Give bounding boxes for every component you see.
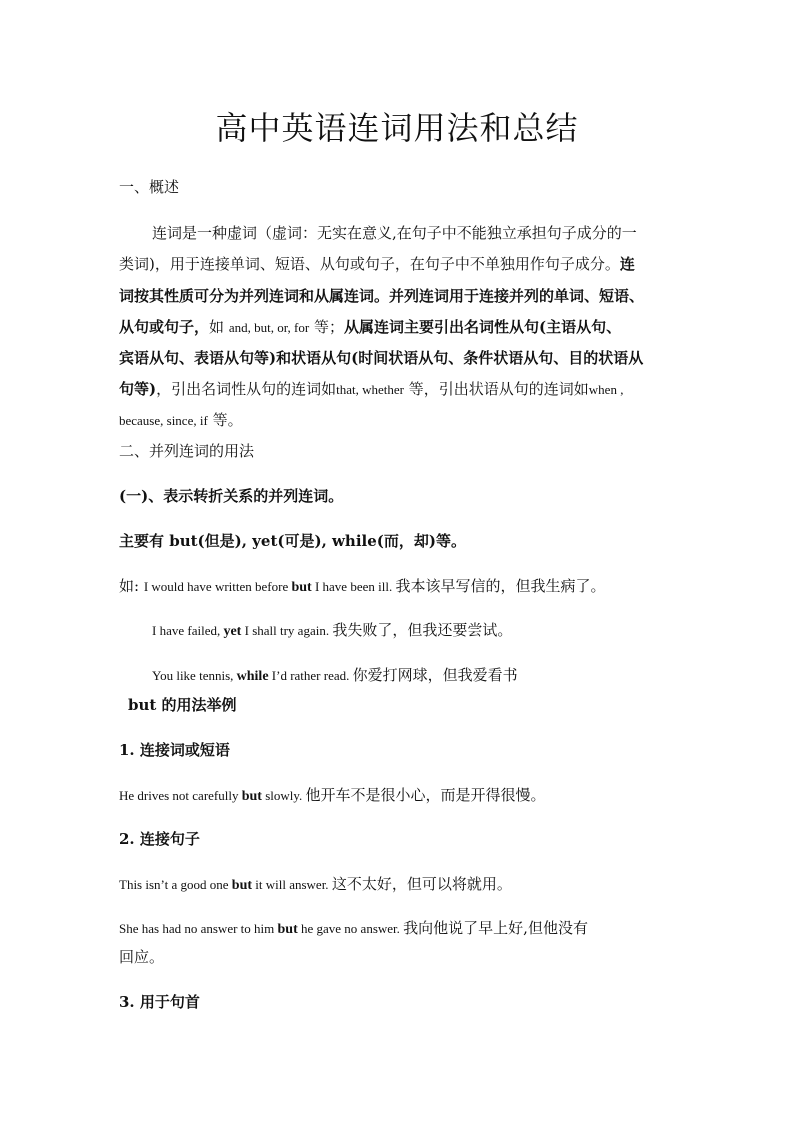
- intro-text-bold: 句等): [119, 380, 157, 398]
- example-english: slowly.: [261, 788, 306, 803]
- example-english: it will answer.: [252, 877, 332, 892]
- example-english: She has had no answer to him: [119, 921, 278, 936]
- example-translation: 我本该早写信的，但我生病了。: [395, 577, 606, 595]
- intro-text-bold: 从句或句子，: [119, 318, 210, 336]
- example-translation: 你爱打网球，但我爱看书: [352, 666, 518, 684]
- intro-english-words: when ,: [588, 382, 624, 397]
- example-translation: 这不太好，但可以将就用。: [331, 875, 512, 893]
- example-sentence-1: [119, 575, 605, 599]
- intro-text: 等；: [313, 318, 344, 336]
- example-keyword: but: [291, 580, 312, 595]
- example-translation: 我向他说了早上好,但他没有: [403, 919, 588, 937]
- section-heading-coordinating: 二、并列连词的用法: [119, 442, 255, 460]
- example-english: I have failed,: [152, 623, 224, 638]
- intro-line-2: [119, 253, 635, 275]
- intro-line-3: 词按其性质可分为并列连词和从属连词。并列连词用于连接并列的单词、短语、: [119, 287, 645, 305]
- intro-text: 如: [209, 318, 225, 336]
- example-english: I would have written before: [143, 579, 292, 594]
- intro-text-bold: 连: [619, 255, 635, 273]
- example-translation: 他开车不是很小心，而是开得很慢。: [305, 786, 546, 804]
- example-english: I’d rather read.: [268, 668, 353, 683]
- example-keyword: but: [231, 878, 253, 893]
- section-heading-overview: 一、概述: [119, 178, 180, 196]
- intro-english-words: and, but, or, for: [228, 320, 310, 335]
- example-prefix: 如:: [119, 577, 144, 595]
- example-keyword: but: [277, 922, 298, 937]
- item-heading-2: 2. 连接句子: [119, 830, 200, 848]
- intro-line-7: [119, 409, 243, 432]
- subsection-heading-contrast: (一)、表示转折关系的并列连词。: [119, 487, 344, 505]
- example-keyword: while: [236, 669, 269, 684]
- intro-text: 等。: [207, 411, 243, 429]
- example-english: I have been ill.: [311, 579, 396, 594]
- example-sentence-3: [152, 664, 518, 688]
- example-english: You like tennis,: [152, 668, 237, 683]
- example-keyword: but: [241, 789, 262, 804]
- example-translation: 我失败了，但我还要尝试。: [332, 621, 513, 639]
- example-sentence-2: [152, 619, 512, 643]
- example-keyword: yet: [223, 624, 242, 639]
- intro-text: 连词是一种虚词（虚词：无实在意义,在句子中不能独立承担句子成分的一: [152, 224, 637, 242]
- example-english: He drives not carefully: [119, 788, 242, 803]
- item-heading-1: 1. 连接词或短语: [119, 741, 230, 759]
- example-english: This isn’t a good one: [119, 877, 232, 892]
- example-english: I shall try again.: [241, 623, 333, 638]
- item1-example: [119, 784, 546, 808]
- item2-example-2: [119, 917, 588, 941]
- intro-line-4: [119, 316, 621, 339]
- item2-example-1: [119, 873, 512, 897]
- intro-line-5: 宾语从句、表语从句等)和状语从句(时间状语从句、条件状语从句、目的状语从: [119, 349, 644, 367]
- intro-english-words: because, since, if: [119, 413, 208, 428]
- item2-example-2-continued: 回应。: [119, 948, 165, 966]
- intro-line-6: [119, 378, 623, 401]
- example-english: he gave no answer.: [297, 921, 404, 936]
- intro-english-words: that, whether: [336, 382, 404, 397]
- intro-text-bold: 从属连词主要引出名词性从句(主语从句、: [343, 318, 622, 336]
- contrast-main-list: 主要有 but(但是), yet(可是), while(而，却)等。: [119, 532, 466, 550]
- but-usage-heading: but 的用法举例: [128, 696, 237, 714]
- page-title: 高中英语连词用法和总结: [215, 109, 579, 147]
- intro-line-1: [152, 222, 637, 244]
- intro-text: 等，引出状语从句的连词如: [408, 380, 589, 398]
- intro-text: 类词)，用于连接单词、短语、从句或句子，在句子中不单独用作句子成分。: [119, 255, 620, 273]
- item-heading-3: 3. 用于句首: [119, 993, 200, 1011]
- intro-text: ，引出名词性从句的连词如: [156, 380, 337, 398]
